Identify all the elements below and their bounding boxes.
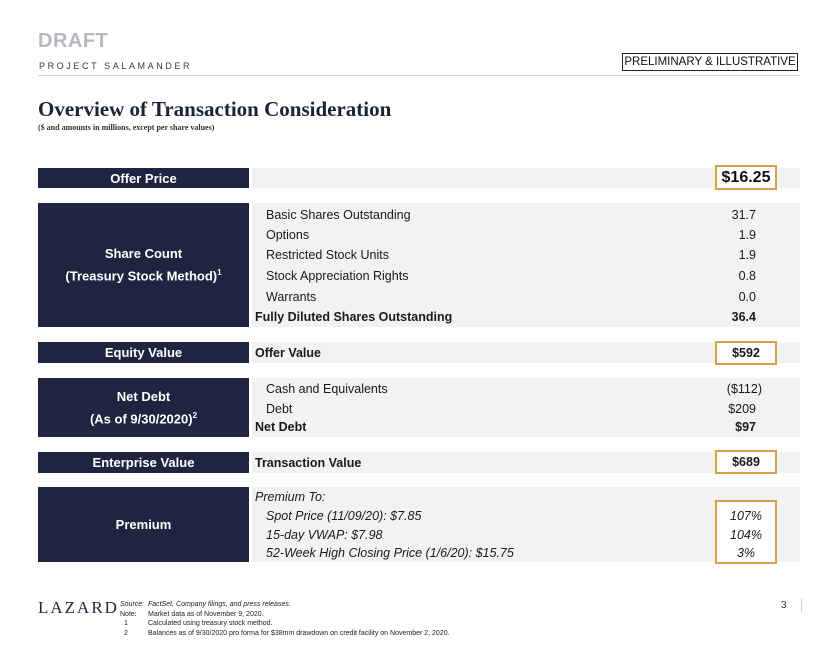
- fully-diluted-value: 36.4: [731, 310, 756, 324]
- net-debt-row-value: ($112): [726, 382, 762, 396]
- offer-value-label: Offer Value: [255, 346, 321, 360]
- premium-heading: Premium To:: [255, 490, 326, 504]
- share-row-value: 31.7: [731, 208, 756, 222]
- net-debt-title: Net Debt: [116, 388, 171, 404]
- enterprise-value-label: Enterprise Value: [38, 452, 249, 473]
- share-row-value: 0.8: [738, 269, 756, 283]
- footnote-line: Source: FactSet, Company filings, and press releases.: [120, 601, 291, 608]
- page-subtitle: ($ and amounts in millions, except per share values): [38, 123, 215, 132]
- share-row-value: 1.9: [738, 248, 756, 262]
- transaction-value-value: $689: [715, 450, 777, 474]
- premium-row-label: 15-day VWAP: $7.98: [266, 528, 383, 542]
- share-row-label: Basic Shares Outstanding: [266, 208, 411, 222]
- footnote-marker-2: 2: [192, 410, 198, 420]
- draft-label: DRAFT: [38, 30, 109, 52]
- project-name: PROJECT SALAMANDER: [39, 61, 193, 71]
- preliminary-badge: PRELIMINARY & ILLUSTRATIVE: [622, 53, 798, 71]
- footnotes: [120, 600, 450, 638]
- page-number: 3: [781, 600, 787, 611]
- offer-price-value: $16.25: [715, 165, 777, 190]
- footnote-line: 2 Balances as of 9/30/2020 pro forma for $38mm drawdown on credit facility on November 2, 2020.: [124, 629, 450, 637]
- footnote-marker-1: 1: [217, 268, 222, 278]
- share-count-title: Share Count: [104, 246, 183, 262]
- premium-row-label: 52-Week High Closing Price (1/6/20): $15.75: [266, 546, 514, 560]
- net-debt-total-value: $97: [735, 420, 756, 434]
- footnote-line: Note: Market data as of November 9, 2020.: [120, 610, 264, 618]
- net-debt-row-label: Debt: [266, 402, 293, 416]
- net-debt-total-label: Net Debt: [255, 420, 307, 434]
- page-number-divider: [801, 598, 802, 612]
- equity-value-label: Equity Value: [38, 342, 249, 363]
- share-row-label: Warrants: [266, 290, 317, 304]
- premium-row-value: 104%: [730, 528, 762, 542]
- offer-value-value: $592: [715, 341, 777, 365]
- premium-row-label: Spot Price (11/09/20): $7.85: [266, 509, 422, 523]
- share-count-label: [38, 203, 249, 327]
- transaction-value-label: Transaction Value: [255, 456, 362, 470]
- premium-row-value: 107%: [730, 509, 762, 523]
- premium-label: Premium: [38, 487, 249, 562]
- share-row-value: 0.0: [738, 290, 756, 304]
- net-debt-row-label: Cash and Equivalents: [266, 382, 388, 396]
- page-title: Overview of Transaction Consideration: [38, 97, 392, 121]
- footnote-line: 1 Calculated using treasury stock method.: [124, 620, 273, 627]
- share-row-label: Options: [266, 228, 310, 242]
- net-debt-label: [38, 378, 249, 437]
- header-divider: [38, 75, 800, 76]
- fully-diluted-label: Fully Diluted Shares Outstanding: [255, 310, 453, 324]
- offer-price-label: Offer Price: [38, 168, 249, 188]
- lazard-logo: LAZARD: [38, 598, 119, 617]
- share-row-label: Stock Appreciation Rights: [266, 269, 409, 283]
- net-debt-date: (As of 9/30/2020)$^2$: [89, 410, 198, 427]
- share-row-label: Restricted Stock Units: [266, 248, 389, 262]
- premium-row-value: 3%: [736, 546, 756, 560]
- net-debt-row-value: $209: [728, 402, 756, 416]
- share-row-value: 1.9: [738, 228, 756, 242]
- share-count-method: (Treasury Stock Method)$^1$: [65, 268, 222, 284]
